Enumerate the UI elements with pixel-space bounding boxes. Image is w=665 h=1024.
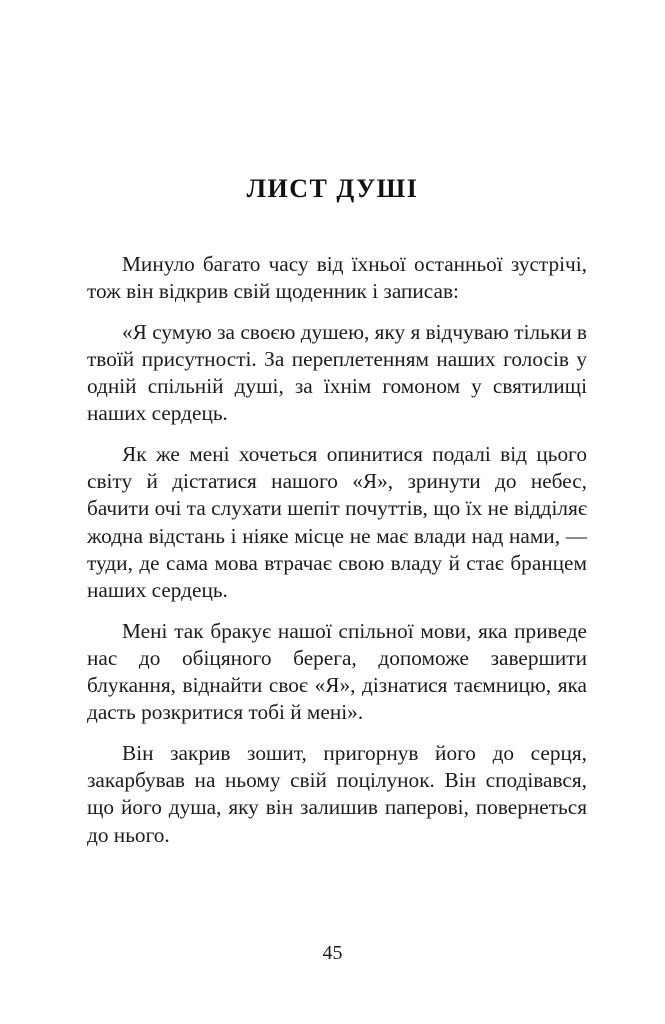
paragraph-2: «Я сумую за своєю душею, яку я відчуваю тільки в твоїй присутності. За переплетенням наших голосів у одній спільній душі, за їхнім гомоном у святилищі наших сердець. [87,319,587,426]
body-text [87,251,587,862]
paragraph-1: Минуло багато часу від їхньої останньої зустрічі, тож він відкрив свій щоденник і записав: [87,252,587,304]
paragraph-3: Як же мені хочеться опинитися подалі від цього світу й дістатися нашого «Я», зринути до небес, бачити очі та слухати шепіт почуттів, що їх не відділяє жодна відстань і ніяке місце не має влади над нами, — туди, де сама мова втрачає свою владу й стає бранцем наших сердець. [87,441,587,603]
chapter-title: ЛИСТ ДУШІ [246,174,419,203]
paragraph-4: Мені так бракує нашої спільної мови, яка приведе нас до обіцяного берега, допоможе завершити блукання, віднайти своє «Я», дізнатися таємницю, яка дасть розкритися тобі й мені». [87,618,587,725]
page-number: 45 [322,942,343,964]
paragraph-5: Він закрив зошит, пригорнув його до серця, закарбував на ньому свій поцілунок. Він сподівався, що його душа, яку він залишив паперові, повернеться до нього. [87,740,587,847]
